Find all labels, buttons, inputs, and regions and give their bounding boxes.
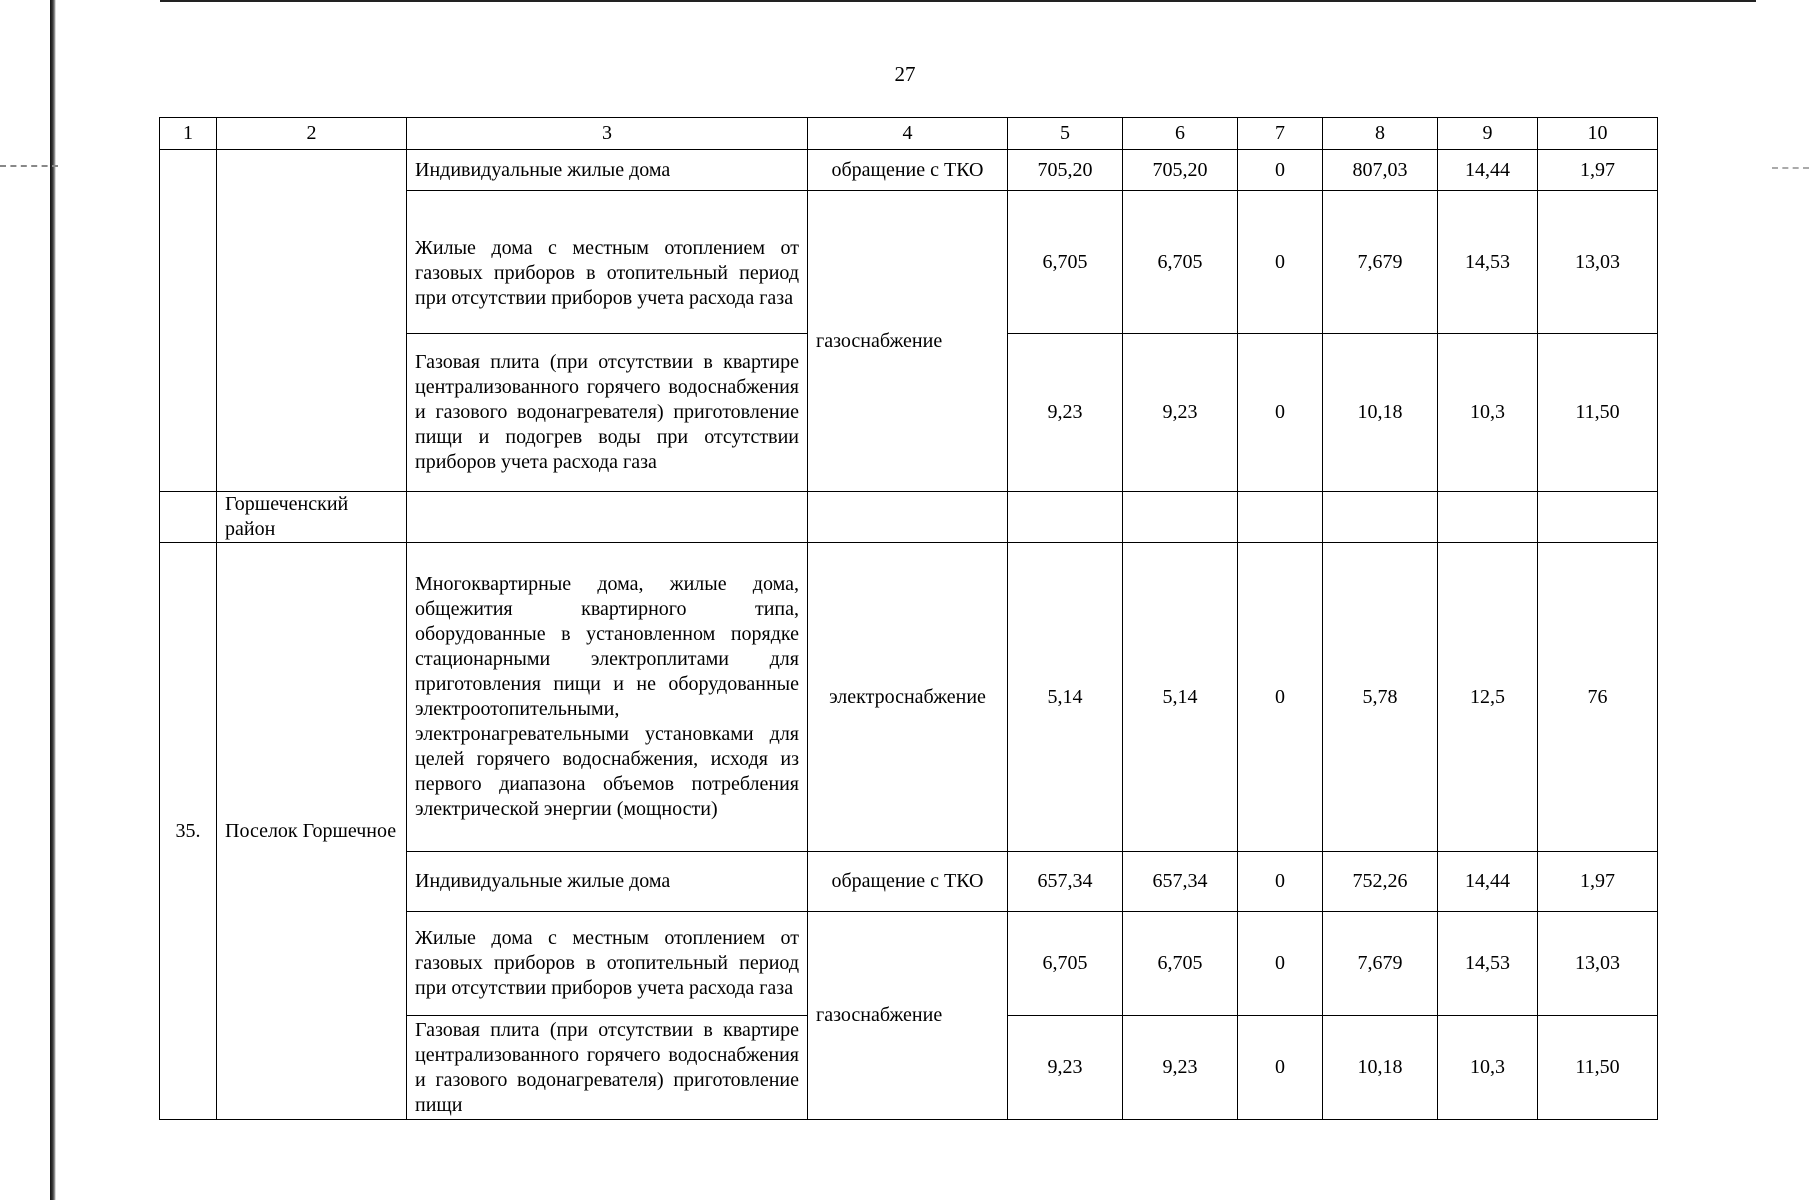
value-col10: 1,97 bbox=[1538, 150, 1658, 191]
value-col9: 14,53 bbox=[1438, 912, 1538, 1016]
value-col10: 13,03 bbox=[1538, 191, 1658, 334]
consumer-category: Индивидуальные жилые дома bbox=[407, 852, 808, 912]
value-col7: 0 bbox=[1238, 334, 1323, 492]
service-type: обращение с ТКО bbox=[808, 852, 1008, 912]
value-col5: 9,23 bbox=[1008, 1016, 1123, 1120]
value-col6: 657,34 bbox=[1123, 852, 1238, 912]
service-type: газоснабжение bbox=[808, 191, 1008, 492]
value-col6: 9,23 bbox=[1123, 1016, 1238, 1120]
value-col8: 752,26 bbox=[1323, 852, 1438, 912]
row-number-cell-empty bbox=[160, 150, 217, 492]
value-col9: 14,53 bbox=[1438, 191, 1538, 334]
empty-cell bbox=[1538, 492, 1658, 543]
consumer-category: Жилые дома с местным отоплением от газовых приборов в отопительный период при отсутствии приборов учета расхода газа bbox=[407, 191, 808, 334]
column-header: 3 bbox=[407, 118, 808, 150]
value-col6: 6,705 bbox=[1123, 912, 1238, 1016]
empty-cell bbox=[1438, 492, 1538, 543]
value-col9: 10,3 bbox=[1438, 1016, 1538, 1120]
service-type: электроснабжение bbox=[808, 543, 1008, 852]
value-col9: 12,5 bbox=[1438, 543, 1538, 852]
column-header: 6 bbox=[1123, 118, 1238, 150]
column-header: 5 bbox=[1008, 118, 1123, 150]
value-col6: 9,23 bbox=[1123, 334, 1238, 492]
value-col9: 14,44 bbox=[1438, 150, 1538, 191]
empty-cell bbox=[407, 492, 808, 543]
value-col10: 1,97 bbox=[1538, 852, 1658, 912]
value-col6: 6,705 bbox=[1123, 191, 1238, 334]
value-col6: 5,14 bbox=[1123, 543, 1238, 852]
table-row bbox=[160, 150, 1658, 191]
value-col8: 7,679 bbox=[1323, 191, 1438, 334]
scan-binding-edge bbox=[50, 0, 56, 1200]
value-col8: 10,18 bbox=[1323, 1016, 1438, 1120]
column-header: 9 bbox=[1438, 118, 1538, 150]
empty-cell bbox=[1323, 492, 1438, 543]
value-col7: 0 bbox=[1238, 191, 1323, 334]
value-col7: 0 bbox=[1238, 150, 1323, 191]
value-col8: 5,78 bbox=[1323, 543, 1438, 852]
value-col10: 11,50 bbox=[1538, 1016, 1658, 1120]
value-col8: 7,679 bbox=[1323, 912, 1438, 1016]
page-number: 27 bbox=[894, 62, 916, 86]
consumer-category: Газовая плита (при отсутствии в квартире централизованного горячего водоснабжения и газового водонагревателя) приготовление пищи и подогрев воды при отсутствии приборов учета расхода газа bbox=[407, 334, 808, 492]
top-page-rule bbox=[160, 0, 1756, 2]
column-header: 7 bbox=[1238, 118, 1323, 150]
empty-cell bbox=[1008, 492, 1123, 543]
value-col10: 13,03 bbox=[1538, 912, 1658, 1016]
row-number: 35. bbox=[160, 543, 217, 1120]
value-col9: 14,44 bbox=[1438, 852, 1538, 912]
left-margin-mark bbox=[0, 165, 58, 167]
consumer-category: Газовая плита (при отсутствии в квартире централизованного горячего водоснабжения и газового водонагревателя) приготовление пищи bbox=[407, 1016, 808, 1120]
column-number-row bbox=[160, 118, 1658, 150]
value-col5: 6,705 bbox=[1008, 191, 1123, 334]
value-col5: 6,705 bbox=[1008, 912, 1123, 1016]
empty-cell bbox=[1238, 492, 1323, 543]
service-type: обращение с ТКО bbox=[808, 150, 1008, 191]
value-col5: 657,34 bbox=[1008, 852, 1123, 912]
consumer-category: Многоквартирные дома, жилые дома, общежития квартирного типа, оборудованные в установленном порядке стационарными электроплитами для приготовления пищи и не оборудованные электроотопительными, электронагревательными установками для целей горячего водоснабжения, исходя из первого диапазона объемов потребления электрической энергии (мощности) bbox=[407, 543, 808, 852]
right-margin-mark bbox=[1772, 167, 1809, 169]
column-header: 1 bbox=[160, 118, 217, 150]
empty-cell bbox=[808, 492, 1008, 543]
district-row bbox=[160, 492, 1658, 543]
consumer-category: Индивидуальные жилые дома bbox=[407, 150, 808, 191]
settlement-name: Поселок Горшечное bbox=[217, 543, 407, 1120]
settlement-cell-empty bbox=[217, 150, 407, 492]
column-header: 2 bbox=[217, 118, 407, 150]
value-col5: 705,20 bbox=[1008, 150, 1123, 191]
column-header: 4 bbox=[808, 118, 1008, 150]
value-col6: 705,20 bbox=[1123, 150, 1238, 191]
table-row bbox=[160, 543, 1658, 852]
tariff-table bbox=[159, 117, 1658, 1120]
value-col10: 76 bbox=[1538, 543, 1658, 852]
service-type: газоснабжение bbox=[808, 912, 1008, 1120]
empty-cell bbox=[1123, 492, 1238, 543]
value-col9: 10,3 bbox=[1438, 334, 1538, 492]
value-col10: 11,50 bbox=[1538, 334, 1658, 492]
consumer-category: Жилые дома с местным отоплением от газовых приборов в отопительный период при отсутствии приборов учета расхода газа bbox=[407, 912, 808, 1016]
column-header: 10 bbox=[1538, 118, 1658, 150]
value-col8: 10,18 bbox=[1323, 334, 1438, 492]
column-header: 8 bbox=[1323, 118, 1438, 150]
value-col7: 0 bbox=[1238, 912, 1323, 1016]
value-col7: 0 bbox=[1238, 852, 1323, 912]
value-col8: 807,03 bbox=[1323, 150, 1438, 191]
value-col7: 0 bbox=[1238, 543, 1323, 852]
district-name: Горшеченский район bbox=[217, 492, 407, 543]
value-col7: 0 bbox=[1238, 1016, 1323, 1120]
row-number-cell-empty bbox=[160, 492, 217, 543]
value-col5: 9,23 bbox=[1008, 334, 1123, 492]
value-col5: 5,14 bbox=[1008, 543, 1123, 852]
